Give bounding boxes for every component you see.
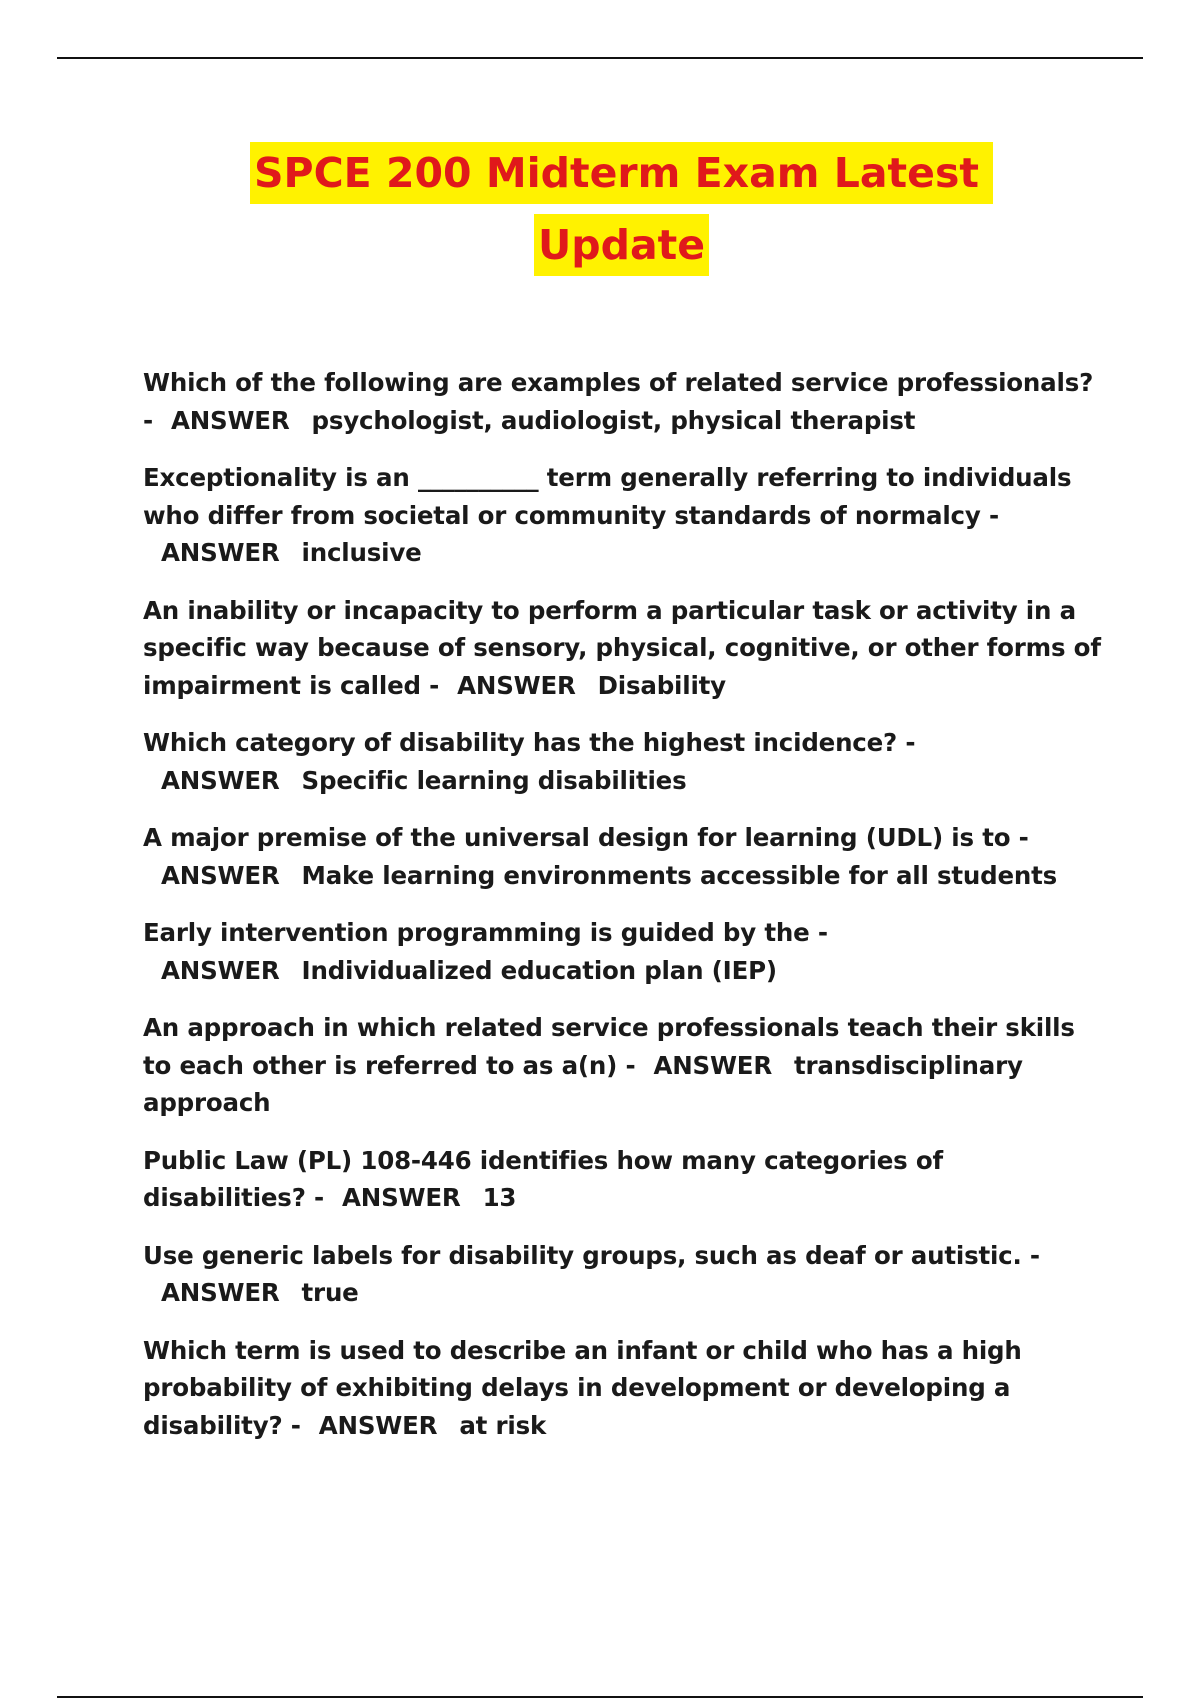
title-line-1: SPCE 200 Midterm Exam Latest — [250, 142, 993, 204]
qa-list — [143, 364, 1103, 1464]
answer-text: true — [301, 1278, 359, 1307]
qa-item — [143, 914, 1103, 989]
answer-label: ANSWER — [161, 765, 280, 795]
answer-text: psychologist, audiologist, physical therapist — [311, 405, 916, 435]
question-text: Public Law (PL) 108-446 identifies how many categories of disabilities? - — [143, 1145, 943, 1212]
question-text: An approach in which related service professionals teach their skills to each other is referred to as a(n) - — [143, 1013, 1075, 1080]
answer-text: at risk — [459, 1410, 547, 1440]
answer-text: transdisciplinary approach — [143, 1050, 1023, 1117]
qa-item — [143, 724, 1103, 799]
question-text: Which category of disability has the highest incidence? - — [143, 728, 916, 757]
answer-text: Make learning environments accessible for all students — [301, 860, 1058, 890]
answer-text: inclusive — [301, 538, 422, 567]
answer-label: ANSWER — [161, 538, 280, 567]
answer-text: 13 — [482, 1183, 517, 1212]
answer-label: ANSWER — [342, 1183, 461, 1212]
top-divider — [57, 57, 1143, 59]
question-text: Use generic labels for disability groups, such as deaf or autistic. - — [143, 1240, 1040, 1270]
title-line-2: Update — [534, 214, 709, 276]
question-text: Which of the following are examples of related service professionals? - — [143, 368, 1094, 435]
question-text: Exceptionality is an __________ term generally referring to individuals who differ from societal or community standards of normalcy - — [143, 463, 1072, 530]
answer-label: ANSWER — [161, 1278, 280, 1307]
bottom-divider — [57, 1696, 1143, 1698]
answer-label: ANSWER — [457, 670, 576, 700]
answer-label: ANSWER — [318, 1410, 438, 1440]
question-text: Early intervention programming is guided by the - — [143, 918, 828, 947]
qa-item — [143, 459, 1103, 572]
qa-item — [143, 364, 1103, 439]
qa-item — [143, 819, 1103, 894]
question-text: An inability or incapacity to perform a particular task or activity in a specific way because of sensory, physical, cognitive, or other forms of impairment is called - — [143, 595, 1101, 700]
question-text: Which term is used to describe an infant or child who has a high probability of exhibiting delays in development or developing a disability? - — [143, 1335, 1022, 1440]
answer-text: Specific learning disabilities — [301, 765, 687, 795]
qa-item — [143, 1237, 1103, 1312]
question-text: A major premise of the universal design for learning (UDL) is to - — [143, 823, 1029, 852]
answer-text: Disability — [597, 670, 726, 700]
answer-label: ANSWER — [653, 1050, 772, 1080]
qa-item — [143, 1332, 1103, 1445]
qa-item — [143, 1142, 1103, 1217]
qa-item — [143, 1009, 1103, 1122]
answer-label: ANSWER — [161, 955, 280, 985]
answer-text: Individualized education plan (IEP) — [301, 955, 777, 985]
answer-label: ANSWER — [170, 405, 290, 435]
qa-item — [143, 592, 1103, 705]
document-title — [0, 142, 1200, 276]
answer-label: ANSWER — [161, 860, 280, 890]
